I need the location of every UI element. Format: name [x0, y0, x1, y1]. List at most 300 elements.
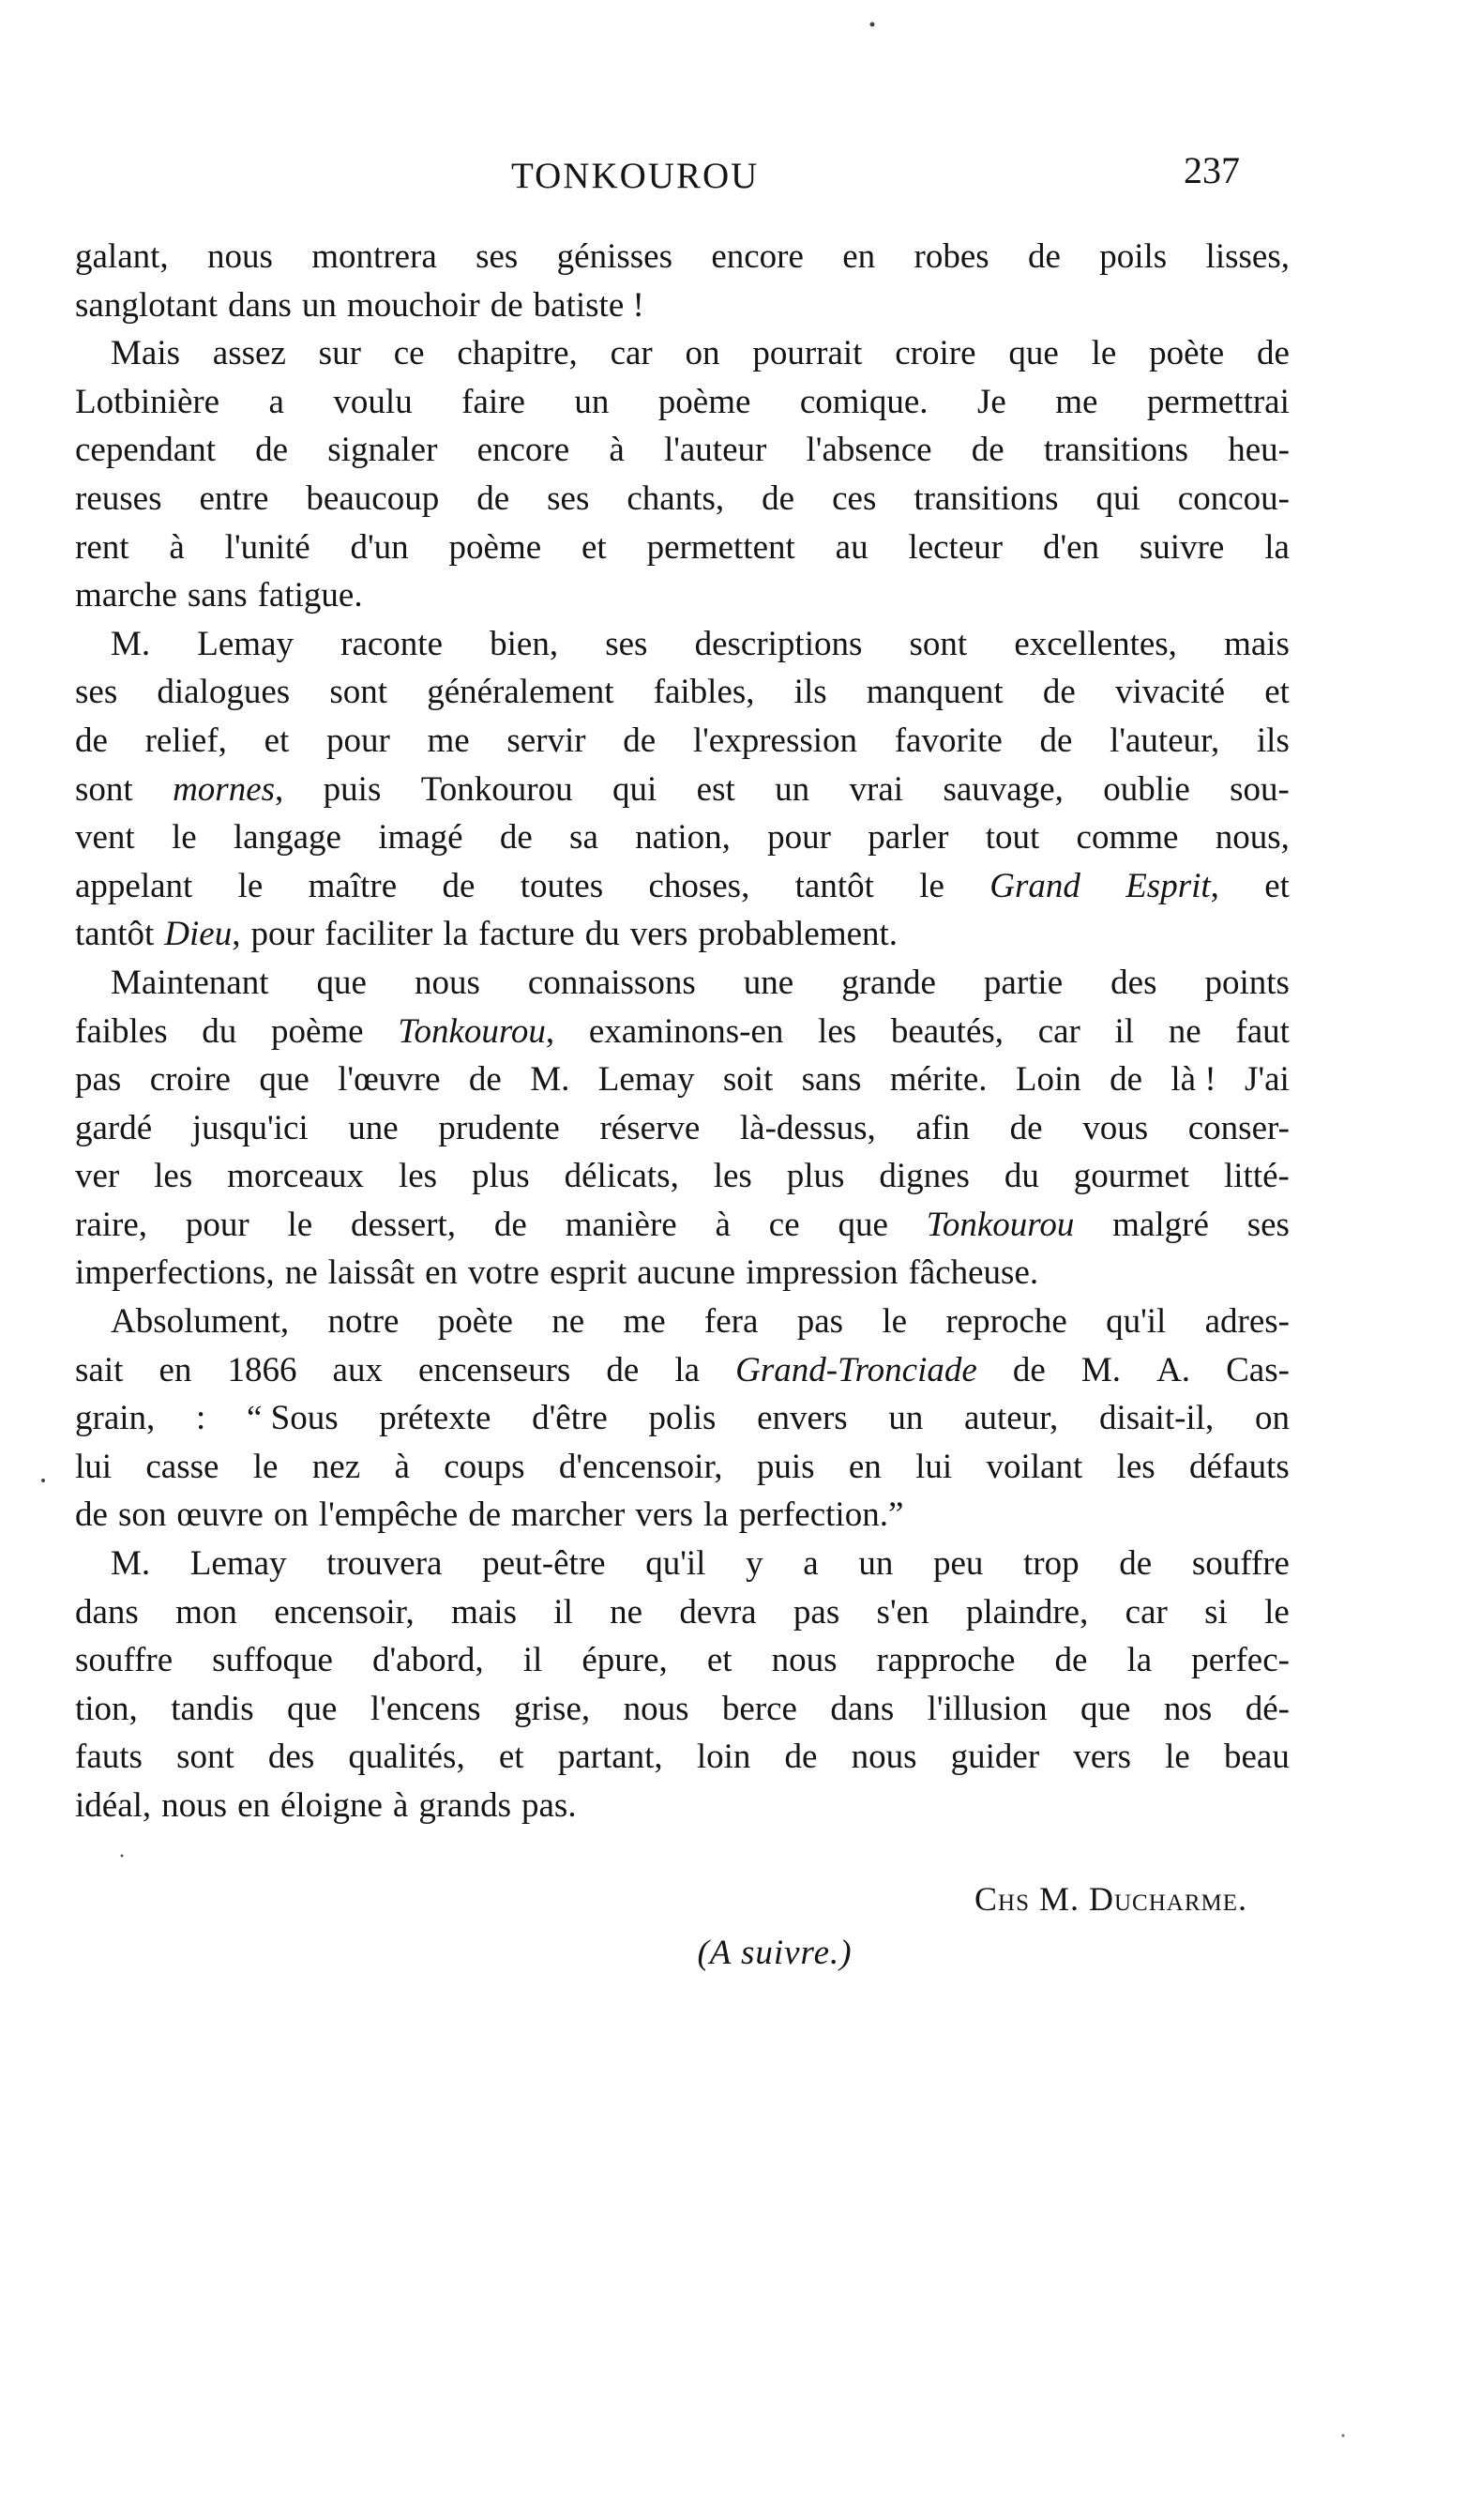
word: nous [161, 1786, 228, 1825]
text-line [75, 233, 1290, 281]
word: souffre [75, 1641, 174, 1680]
word: berce [721, 1689, 797, 1728]
text-line [75, 426, 1290, 475]
word: devra [679, 1592, 757, 1632]
word: conser- [1187, 1108, 1290, 1147]
text-line [75, 813, 1290, 862]
word: permettrai [1146, 382, 1290, 421]
word: ils [1256, 721, 1290, 760]
word: prudente [438, 1108, 560, 1147]
word: de [784, 1738, 818, 1777]
word: sans [801, 1060, 862, 1100]
word: Tonkourou [420, 769, 573, 809]
word: Grand [989, 866, 1080, 905]
word: nous [623, 1689, 689, 1728]
word: beaucoup [306, 478, 440, 518]
word: connaissons [527, 963, 696, 1002]
word: M. [1080, 1350, 1122, 1389]
word: fera [703, 1302, 759, 1342]
word: un [775, 769, 810, 809]
word: concou- [1177, 478, 1290, 518]
word: entre [199, 478, 269, 518]
word: choses, [648, 866, 750, 905]
word: il [522, 1641, 543, 1680]
word: comme [1076, 818, 1179, 858]
word: comique. [799, 382, 929, 421]
word: grise, [513, 1689, 591, 1728]
word: délicats, [564, 1157, 679, 1196]
word: assez [212, 334, 286, 373]
word: que [316, 963, 367, 1002]
word: excellentes, [1014, 624, 1177, 663]
word: à [169, 527, 185, 567]
word: sauvage, [943, 769, 1064, 809]
word: M. [111, 1544, 151, 1584]
word: plus [786, 1157, 845, 1196]
word: M. [111, 624, 151, 663]
word: l'encens [370, 1689, 481, 1728]
word: suffoque [212, 1641, 333, 1680]
word: poème [657, 382, 751, 421]
word: de [1256, 334, 1290, 373]
word: vent [75, 818, 135, 858]
word: poète [437, 1302, 513, 1342]
word: éloigne [280, 1786, 383, 1825]
word: votre [468, 1253, 540, 1293]
word: appelant [75, 866, 193, 905]
word: puis [323, 769, 382, 809]
word: Absolument, [111, 1302, 290, 1342]
word: ce [768, 1205, 800, 1244]
word: signaler [327, 431, 438, 470]
word: croire [895, 334, 976, 373]
word: idéal, [75, 1786, 152, 1825]
word: ses [476, 237, 519, 276]
word: Mais [111, 334, 180, 373]
word: Loin [1015, 1060, 1081, 1100]
word: a [803, 1544, 819, 1584]
word: tout [985, 818, 1040, 858]
word: de [490, 285, 523, 325]
word: sont [909, 624, 968, 663]
word: peut-être [482, 1544, 606, 1584]
word: disait-il, [1098, 1399, 1215, 1438]
text-line [75, 1104, 1290, 1153]
word: vrai [849, 769, 904, 809]
word: relief, [144, 721, 227, 760]
word: les [818, 1011, 857, 1051]
word: grain, [75, 1399, 156, 1438]
text-line [75, 766, 1290, 814]
word: trop [1023, 1544, 1080, 1584]
word: tion, [75, 1689, 138, 1728]
word: que [838, 1205, 888, 1244]
word: l'auteur [663, 431, 767, 470]
word: il [1114, 1011, 1135, 1051]
text-line [75, 1055, 1290, 1104]
word: et [581, 527, 607, 567]
word: marcher [511, 1495, 626, 1535]
word: lecteur [908, 527, 1004, 567]
word: sanglotant [75, 285, 219, 325]
word: afin [915, 1108, 970, 1147]
word: mouchoir [346, 285, 480, 325]
word: le [1165, 1738, 1190, 1777]
word: souffre [1191, 1544, 1290, 1584]
text-line [75, 1588, 1290, 1637]
word: et [498, 1738, 524, 1777]
word: encore [711, 237, 804, 276]
word: l'unité [224, 527, 310, 567]
word: imperfections, [75, 1253, 275, 1293]
text-line [75, 571, 1290, 620]
word: d'en [1042, 527, 1100, 567]
word: de [75, 721, 108, 760]
word: nous, [1215, 818, 1290, 858]
word: grands [418, 1786, 511, 1825]
word: du [1004, 1157, 1039, 1196]
word: de [1110, 1060, 1143, 1100]
word: plus [471, 1157, 530, 1196]
word: voulu [333, 382, 413, 421]
word: à [394, 1447, 410, 1486]
word: mais [451, 1592, 517, 1632]
word: pour [767, 818, 831, 858]
word: poème [448, 527, 542, 567]
word: que [1080, 1689, 1131, 1728]
word: le [287, 1205, 313, 1244]
word: Tonkourou [926, 1205, 1075, 1244]
word: faire [461, 382, 525, 421]
word: de [971, 431, 1004, 470]
word: examinons-en [588, 1011, 784, 1051]
word: envers [757, 1399, 848, 1438]
word: de [1027, 237, 1061, 276]
word: jusqu'ici [191, 1108, 309, 1147]
word: fatigue. [257, 576, 363, 615]
word: ses [605, 624, 648, 663]
text-line [75, 378, 1290, 427]
word: sont [75, 769, 133, 809]
word: vous [1082, 1108, 1149, 1147]
word: de [1012, 1350, 1046, 1389]
text-line [75, 1201, 1290, 1250]
word: faciliter [325, 915, 433, 954]
text-line [75, 1636, 1290, 1685]
text-line [75, 329, 1290, 378]
word: Cas- [1226, 1350, 1290, 1389]
word: en [237, 1786, 270, 1825]
word: une [743, 963, 794, 1002]
word: tandis [171, 1689, 254, 1728]
word: guider [950, 1738, 1040, 1777]
word: gardé [75, 1108, 153, 1147]
text-line [75, 1782, 1290, 1830]
word: épure, [581, 1641, 668, 1680]
word: mérite. [889, 1060, 988, 1100]
word: de [493, 1205, 527, 1244]
word: le [171, 818, 197, 858]
word: dans [830, 1689, 895, 1728]
word: notre [327, 1302, 400, 1342]
word: qualités, [348, 1738, 465, 1777]
word: litté- [1223, 1157, 1290, 1196]
word: encensoir, [274, 1592, 415, 1632]
word: sur [318, 334, 361, 373]
word: qui [1095, 478, 1140, 518]
word: vivacité [1114, 673, 1226, 712]
word: points [1204, 963, 1290, 1002]
word: tantôt [75, 915, 155, 954]
word: permettent [646, 527, 795, 567]
word: ses [547, 478, 590, 518]
word: il [553, 1592, 573, 1632]
word: car [610, 334, 653, 373]
word: car [1037, 1011, 1080, 1051]
word: parler [868, 818, 949, 858]
word: poils [1099, 237, 1168, 276]
text-line [75, 1443, 1290, 1492]
word: d'un [350, 527, 409, 567]
word: réserve [599, 1108, 701, 1147]
word: servir [506, 721, 586, 760]
word: en [159, 1350, 192, 1389]
word: suivre [1139, 527, 1225, 567]
word: de [255, 431, 289, 470]
text-line [75, 1394, 1290, 1443]
word: du [202, 1011, 237, 1051]
word: aucune [637, 1253, 736, 1293]
text-line [75, 1152, 1290, 1201]
text-line [75, 620, 1290, 669]
text-line [75, 1346, 1290, 1395]
word: on [1254, 1399, 1290, 1438]
word: nos [1163, 1689, 1213, 1728]
word: pas. [521, 1786, 577, 1825]
word: y [746, 1544, 763, 1584]
word: du [584, 915, 620, 954]
text-line [75, 668, 1290, 717]
word: qu'il [645, 1544, 706, 1584]
word: manière [565, 1205, 677, 1244]
word: car [1125, 1592, 1168, 1632]
word: peu [932, 1544, 984, 1584]
word: mais [1224, 624, 1290, 663]
word: reproche [945, 1302, 1067, 1342]
word: défauts [1188, 1447, 1290, 1486]
word: ver [75, 1157, 120, 1196]
word: pas [796, 1302, 844, 1342]
word: sou- [1230, 769, 1290, 809]
word: gourmet [1073, 1157, 1190, 1196]
word: probablement. [698, 915, 899, 954]
word: de [1119, 1544, 1153, 1584]
word: on [685, 334, 720, 373]
word: ils [793, 673, 827, 712]
word: puis [756, 1447, 815, 1486]
word: sont [176, 1738, 234, 1777]
word: d'être [532, 1399, 608, 1438]
to-follow-row [0, 1925, 1465, 1981]
word: rent [75, 527, 129, 567]
to-follow-note: (A suivre.) [697, 1934, 853, 1972]
text-line [75, 1540, 1290, 1588]
word: faut [1235, 1011, 1290, 1051]
word: me [1055, 382, 1098, 421]
word: nez [311, 1447, 361, 1486]
word: la [703, 1495, 729, 1535]
word: ce [393, 334, 425, 373]
text-line [75, 281, 1290, 330]
word: soit [722, 1060, 774, 1100]
word: et [706, 1641, 732, 1680]
word: toutes [520, 866, 604, 905]
word: beautés, [890, 1011, 1004, 1051]
word: galant, [75, 237, 169, 276]
word: prétexte [379, 1399, 491, 1438]
word: ne [1168, 1011, 1201, 1051]
word: faibles, [653, 673, 755, 712]
word: me [427, 721, 470, 760]
word: sait [75, 1350, 124, 1389]
word: “ Sous [246, 1399, 339, 1438]
word: cependant [75, 431, 216, 470]
word: dans [75, 1592, 139, 1632]
word: chants, [627, 478, 725, 518]
word: mon [175, 1592, 237, 1632]
running-title: TONKOUROU [511, 156, 760, 196]
word: qu'il [1106, 1302, 1167, 1342]
word: la [674, 1350, 701, 1389]
word: poète [1149, 334, 1225, 373]
word: la [443, 915, 469, 954]
word: lisses, [1205, 237, 1290, 276]
word: descriptions [694, 624, 863, 663]
word: Lemay [597, 1060, 695, 1100]
word: Maintenant [111, 963, 269, 1002]
word: nous [851, 1738, 917, 1777]
word: Lemay [189, 1544, 287, 1584]
word: que [259, 1060, 310, 1100]
word: des [267, 1738, 315, 1777]
word: casse [145, 1447, 219, 1486]
word: dé- [1245, 1689, 1290, 1728]
word: de [606, 1350, 640, 1389]
word: à [715, 1205, 731, 1244]
text-line [75, 1733, 1290, 1782]
word: s'en [876, 1592, 929, 1632]
word: Lotbinière [75, 382, 220, 421]
word: dignes [879, 1157, 970, 1196]
word: de [623, 721, 657, 760]
word: les [713, 1157, 752, 1196]
word: en [842, 237, 876, 276]
word: grande [841, 963, 936, 1002]
word: sa [569, 818, 598, 858]
word: Je [976, 382, 1006, 421]
word: morceaux [227, 1157, 365, 1196]
word: raconte [340, 624, 444, 663]
text-line [75, 475, 1290, 524]
page-number: 237 [1184, 149, 1240, 191]
word: de [468, 1495, 502, 1535]
word: partie [983, 963, 1064, 1002]
word: perfec- [1191, 1641, 1290, 1680]
word: M. [530, 1060, 570, 1100]
word: son [117, 1495, 167, 1535]
word: voilant [986, 1447, 1083, 1486]
speck [1342, 2435, 1345, 2437]
word: l'expression [692, 721, 858, 760]
word: lui [915, 1447, 953, 1486]
word: a [268, 382, 284, 421]
word: partant, [557, 1738, 663, 1777]
word: adres- [1204, 1302, 1290, 1342]
word: chapitre, [457, 334, 578, 373]
word: le [1264, 1592, 1290, 1632]
word: ces [832, 478, 877, 518]
word: J'ai [1245, 1060, 1290, 1100]
word: d'encensoir, [558, 1447, 723, 1486]
word: de [1009, 1108, 1043, 1147]
word: en [848, 1447, 882, 1486]
word: l'œuvre [338, 1060, 441, 1100]
word: les [398, 1157, 438, 1196]
word: coups [444, 1447, 525, 1486]
word: le [252, 1447, 279, 1486]
word: imagé [378, 818, 463, 858]
word: en [425, 1253, 459, 1293]
signature-row [0, 1873, 1465, 1925]
word: des [1110, 963, 1157, 1002]
word: le [882, 1302, 908, 1342]
text-line [75, 1491, 1290, 1540]
word: : [195, 1399, 206, 1438]
word: de [75, 1495, 108, 1535]
word: bien, [490, 624, 559, 663]
word: encenseurs [418, 1350, 571, 1389]
word: que [1008, 334, 1059, 373]
word: de [476, 478, 510, 518]
word: ses [1246, 1205, 1290, 1244]
word: et [264, 721, 290, 760]
word: A. [1156, 1350, 1191, 1389]
word: vers [635, 1495, 694, 1535]
word: encore [476, 431, 570, 470]
word: l'auteur, [1110, 721, 1220, 760]
word: robes [914, 237, 989, 276]
word: Lemay [197, 624, 295, 663]
word: nous [771, 1641, 838, 1680]
text-line [75, 862, 1290, 911]
word: l'absence [806, 431, 932, 470]
word: transitions [1043, 431, 1189, 470]
word: dialogues [157, 673, 291, 712]
text-line [75, 1685, 1290, 1734]
word: à [609, 431, 625, 470]
word: oublie [1103, 769, 1190, 809]
word: les [154, 1157, 193, 1196]
word: généralement [427, 673, 614, 712]
body-text [75, 233, 1290, 1830]
word: rapproche [876, 1641, 1016, 1680]
text-line [75, 959, 1290, 1008]
word: de [1054, 1641, 1088, 1680]
word: est [696, 769, 735, 809]
word: œuvre [176, 1495, 264, 1535]
word: le [237, 866, 264, 905]
word: si [1204, 1592, 1228, 1632]
